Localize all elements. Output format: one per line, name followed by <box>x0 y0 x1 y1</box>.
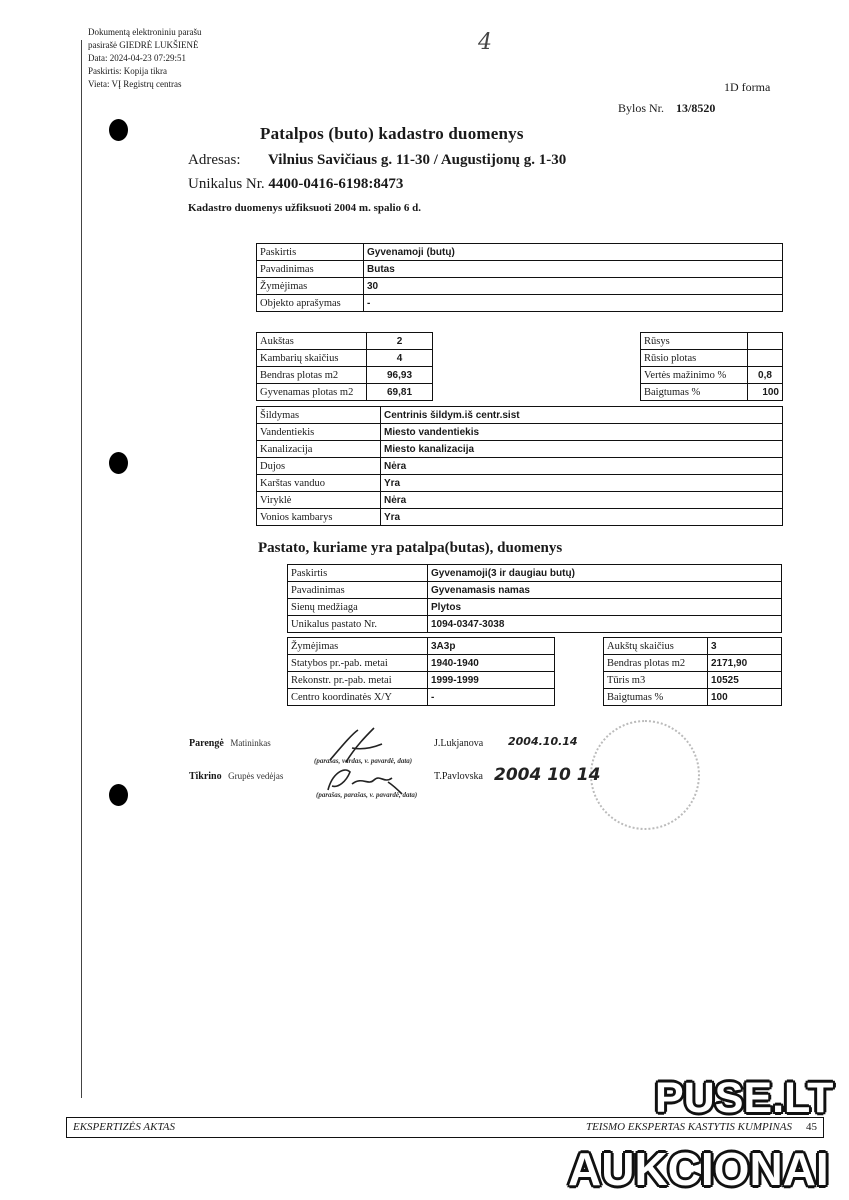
watermark-line-2: AUKCIONAI <box>568 1143 829 1195</box>
table-value <box>748 350 783 367</box>
table-row <box>257 509 783 526</box>
prepared-role: Matininkas <box>230 738 271 748</box>
left-margin-line <box>81 40 82 1098</box>
punch-hole-middle <box>109 452 128 474</box>
table-row <box>641 333 783 350</box>
table-label: Žymėjimas <box>288 638 428 655</box>
table-value: Miesto kanalizacija <box>381 441 783 458</box>
table-row <box>257 441 783 458</box>
table-label: Vertės mažinimo % <box>641 367 748 384</box>
table-row <box>257 367 433 384</box>
table-value: Gyvenamasis namas <box>428 582 782 599</box>
prepared-label: Parengė <box>189 738 224 749</box>
table-value: 2171,90 <box>708 655 782 672</box>
table-row <box>257 350 433 367</box>
table-value: - <box>364 295 783 312</box>
table-value: 1094-0347-3038 <box>428 616 782 633</box>
footer-left: EKSPERTIZĖS AKTAS <box>73 1121 175 1133</box>
recorded-date: Kadastro duomenys užfiksuoti 2004 m. spalio 6 d. <box>188 202 421 214</box>
table-label: Pavadinimas <box>257 261 364 278</box>
table-label: Bendras plotas m2 <box>604 655 708 672</box>
table-row <box>257 407 783 424</box>
table-row <box>257 244 783 261</box>
punch-hole-top <box>109 119 128 141</box>
table-row <box>288 672 555 689</box>
prepared-date: 2004.10.14 <box>508 735 578 748</box>
table-row <box>641 367 783 384</box>
table-label: Kanalizacija <box>257 441 381 458</box>
table-value: 4 <box>367 350 433 367</box>
table-row <box>288 638 555 655</box>
table-row <box>257 458 783 475</box>
table-row <box>257 424 783 441</box>
punch-hole-bottom <box>109 784 128 806</box>
watermark-line-1: PUSE.LT <box>655 1074 834 1122</box>
table-label: Pavadinimas <box>288 582 428 599</box>
table-row <box>257 384 433 401</box>
table-row <box>604 638 782 655</box>
prepared-name: J.Lukjanova <box>434 738 484 749</box>
e-signature-line: Dokumentą elektroniniu parašu <box>88 27 202 37</box>
table-label: Tūris m3 <box>604 672 708 689</box>
table-label: Paskirtis <box>288 565 428 582</box>
table-label: Dujos <box>257 458 381 475</box>
table-row <box>604 672 782 689</box>
address-label: Adresas: <box>188 152 241 168</box>
checked-by <box>189 771 283 782</box>
utilities-table <box>256 406 783 526</box>
building-split-left-table <box>287 637 555 706</box>
e-signature-place: Vieta: VĮ Registrų centras <box>88 79 182 89</box>
table-label: Aukštas <box>257 333 367 350</box>
table-value: Gyvenamoji(3 ir daugiau butų) <box>428 565 782 582</box>
building-table <box>287 564 782 633</box>
table-row <box>257 475 783 492</box>
table-value: 100 <box>708 689 782 706</box>
e-signature-date: Data: 2024-04-23 07:29:51 <box>88 53 186 63</box>
table-value: Yra <box>381 509 783 526</box>
table-value: Yra <box>381 475 783 492</box>
checked-name: T.Pavlovska <box>434 771 483 782</box>
table-value <box>748 333 783 350</box>
table-label: Bendras plotas m2 <box>257 367 367 384</box>
table-value: 2 <box>367 333 433 350</box>
table-value: 1940-1940 <box>428 655 555 672</box>
table-row <box>641 350 783 367</box>
document-title: Patalpos (buto) kadastro duomenys <box>260 124 524 143</box>
unique-number-label: Unikalus Nr. <box>188 176 265 192</box>
unique-number-line <box>188 176 403 193</box>
table-value: Plytos <box>428 599 782 616</box>
unique-number-value: 4400-0416-6198:8473 <box>268 176 404 192</box>
table-label: Paskirtis <box>257 244 364 261</box>
table-row <box>641 384 783 401</box>
table-label: Karštas vanduo <box>257 475 381 492</box>
table-row <box>257 295 783 312</box>
table-value: Centrinis šildym.iš centr.sist <box>381 407 783 424</box>
prepared-by <box>189 738 271 749</box>
table-label: Sienų medžiaga <box>288 599 428 616</box>
table-value: 1999-1999 <box>428 672 555 689</box>
table-value: 10525 <box>708 672 782 689</box>
table-value: Nėra <box>381 458 783 475</box>
table-value: 3 <box>708 638 782 655</box>
metrics-right-table <box>640 332 783 401</box>
table-row <box>604 689 782 706</box>
metrics-left-table <box>256 332 433 401</box>
table-label: Žymėjimas <box>257 278 364 295</box>
table-value: Nėra <box>381 492 783 509</box>
table-label: Rūsys <box>641 333 748 350</box>
table-row <box>257 492 783 509</box>
table-label: Vandentiekis <box>257 424 381 441</box>
table-row <box>288 599 782 616</box>
table-value: 96,93 <box>367 367 433 384</box>
official-stamp <box>590 720 700 830</box>
table-value: Gyvenamoji (butų) <box>364 244 783 261</box>
form-id: 1D forma <box>724 80 771 94</box>
footer-expert: TEISMO EKSPERTAS KASTYTIS KUMPINAS <box>585 1121 792 1133</box>
table-label: Kambarių skaičius <box>257 350 367 367</box>
table-value: 30 <box>364 278 783 295</box>
table-label: Šildymas <box>257 407 381 424</box>
table-label: Rūsio plotas <box>641 350 748 367</box>
building-section-title: Pastato, kuriame yra patalpa(butas), duomenys <box>258 540 563 556</box>
case-number-value: 13/8520 <box>676 101 716 115</box>
e-signature-note <box>88 26 201 91</box>
e-signature-purpose: Paskirtis: Kopija tikra <box>88 66 167 76</box>
table-value: Miesto vandentiekis <box>381 424 783 441</box>
checked-role: Grupės vedėjas <box>228 771 284 781</box>
table-row <box>288 616 782 633</box>
case-number-label: Bylos Nr. <box>618 101 665 115</box>
table-value: - <box>428 689 555 706</box>
table-value: 3A3p <box>428 638 555 655</box>
table-value: 69,81 <box>367 384 433 401</box>
table-label: Baigtumas % <box>641 384 748 401</box>
table-row <box>604 655 782 672</box>
table-label: Unikalus pastato Nr. <box>288 616 428 633</box>
table-value: 0,8 <box>748 367 783 384</box>
address-line <box>188 152 566 169</box>
e-signature-signer: pasirašė GIEDRĖ LUKŠIENĖ <box>88 40 199 50</box>
table-label: Aukštų skaičius <box>604 638 708 655</box>
table-label: Gyvenamas plotas m2 <box>257 384 367 401</box>
table-value: 100 <box>748 384 783 401</box>
footer-page-number: 45 <box>806 1121 817 1133</box>
premises-table <box>256 243 783 312</box>
prepared-caption: (parašas, vardas, v. pavardė, data) <box>314 757 413 765</box>
table-label: Rekonstr. pr.-pab. metai <box>288 672 428 689</box>
table-value: Butas <box>364 261 783 278</box>
table-label: Centro koordinatės X/Y <box>288 689 428 706</box>
table-row <box>257 333 433 350</box>
checked-date: 2004 10 14 <box>494 765 601 785</box>
building-split-right-table <box>603 637 782 706</box>
table-row <box>288 655 555 672</box>
table-row <box>257 278 783 295</box>
address-value: Vilnius Savičiaus g. 11-30 / Augustijonų g. 1-30 <box>268 152 567 168</box>
table-row <box>257 261 783 278</box>
table-label: Objekto aprašymas <box>257 295 364 312</box>
table-row <box>288 565 782 582</box>
checked-caption: (parašas, parašas, v. pavardė, data) <box>316 791 418 799</box>
table-row <box>288 689 555 706</box>
table-label: Viryklė <box>257 492 381 509</box>
table-label: Baigtumas % <box>604 689 708 706</box>
handwritten-page-number: 4 <box>478 30 492 55</box>
table-label: Vonios kambarys <box>257 509 381 526</box>
table-label: Statybos pr.-pab. metai <box>288 655 428 672</box>
table-row <box>288 582 782 599</box>
checked-label: Tikrino <box>189 771 222 782</box>
case-number <box>618 101 715 116</box>
